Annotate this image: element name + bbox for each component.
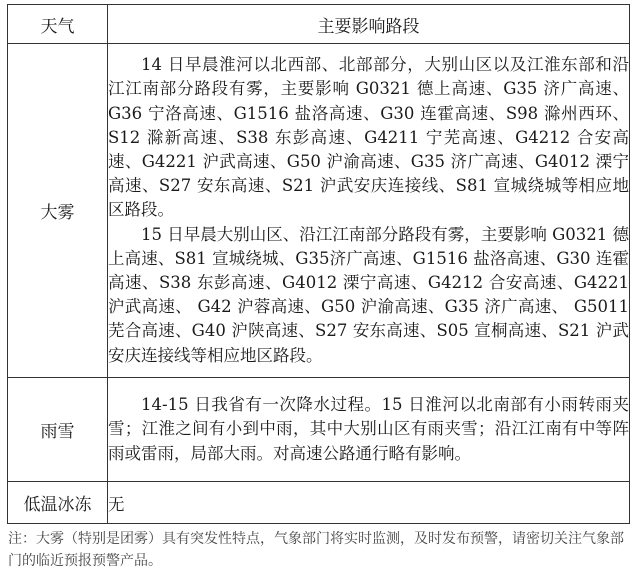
weather-impact-table: [7, 4, 630, 524]
table-header-row: [8, 5, 630, 44]
footnote: 注：大雾（特别是团雾）具有突发性特点，气象部门将实时监测，及时发布预警，请密切关注气象部门的临近预报预警产品。: [8, 531, 624, 569]
fog-paragraph-day15: 15 日早晨大别山区、沿江江南部分路段有雾，主要影响 G0321 德上高速、S81 宣城绕城、G35济广高速、G1516 盐洛高速、G30 连霍高速、S38 东彭高速、G4012 溧宁高速、G4212 合安高速、G4221 沪武高速、 G42 沪蓉高速、G50 沪渝高速、G35 济广高速、 G5011 芜合高速、G40 沪陕高速、S27 安东高速、S05 宣桐高速、S21 沪武安庆连接线等相应地区路段。: [108, 224, 629, 365]
freeze-value: 无: [108, 494, 125, 514]
table-row-freeze: [8, 482, 630, 524]
header-affected-roads: 主要影响路段: [108, 5, 630, 44]
header-weather: 天气: [8, 5, 108, 44]
rain-snow-paragraph: 14-15 日我省有一次降水过程。15 日淮河以北南部有小雨转雨夹雪；江淮之间有小到中雨，其中大别山区有雨夹雪；沿江江南有中等阵雨或雷雨，局部大雨。对高速公路通行略有影响。: [108, 395, 629, 463]
weather-type-rain-snow: 雨雪: [8, 378, 108, 482]
rain-snow-details: [108, 378, 630, 482]
weather-type-freeze: 低温冰冻: [8, 482, 108, 524]
table-row-rain-snow: [8, 378, 630, 482]
fog-details: [108, 44, 630, 378]
weather-type-fog: 大雾: [8, 44, 108, 378]
freeze-details: [108, 482, 630, 524]
table-row-fog: [8, 44, 630, 378]
fog-paragraph-day14: 14 日早晨淮河以北西部、北部部分，大别山区以及江淮东部和沿江江南部分路段有雾，主要影响 G0321 德上高速、G35 济广高速、G36 宁洛高速、G1516 盐洛高速、G30 连霍高速、S98 滁州西环、S12 滁新高速、S38 东彭高速、G4211 宁芜高速、G4212 合安高速、G4221 沪武高速、G50 沪渝高速、G35 济广高速、G4012 溧宁高速、S27 安东高速、S21 沪武安庆连接线、S81 宣城绕城等相应地区路段。: [108, 55, 629, 220]
